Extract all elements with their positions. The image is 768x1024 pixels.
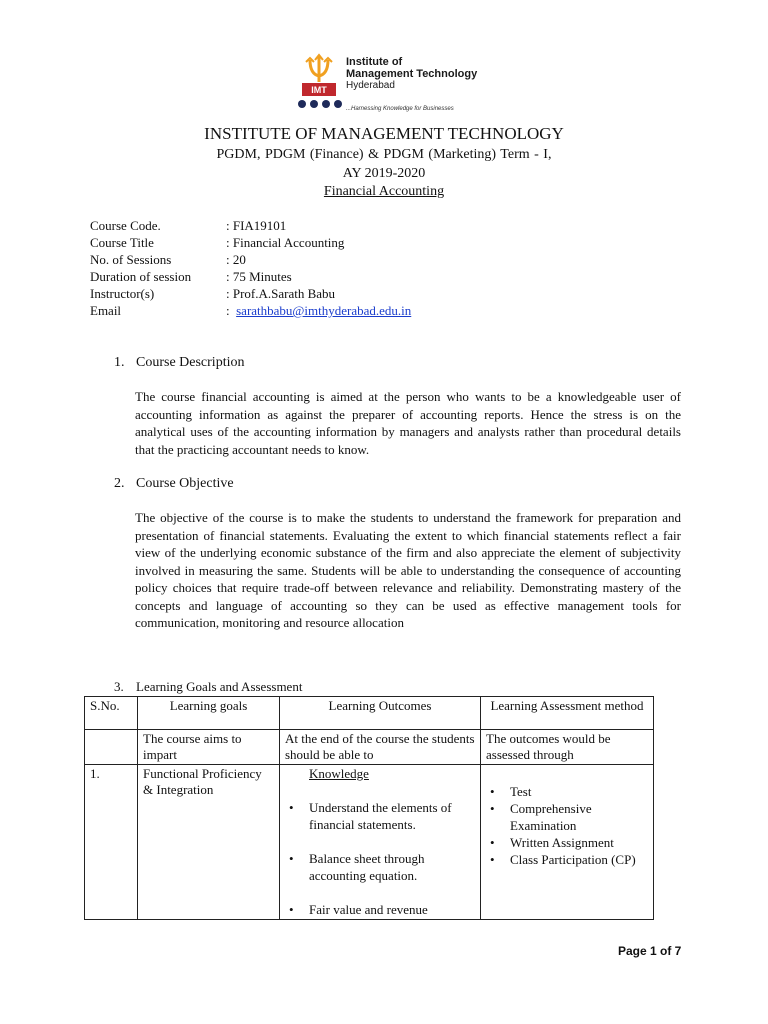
email-link[interactable]: sarathbabu@imthyderabad.edu.in bbox=[236, 303, 412, 318]
subheader-cell: At the end of the course the students should be able to bbox=[280, 730, 481, 765]
course-name: Financial Accounting bbox=[323, 184, 445, 199]
info-key: No. of Sessions bbox=[90, 252, 172, 267]
section-title-objective bbox=[114, 476, 234, 492]
email-key: Email bbox=[90, 303, 122, 318]
assessment-cell bbox=[481, 765, 654, 920]
email-value bbox=[226, 302, 411, 319]
header-cell: Learning Outcomes bbox=[280, 697, 481, 730]
section-title-learning-goals bbox=[114, 679, 302, 695]
section-title-description bbox=[114, 355, 244, 371]
logo-line3: Hyderabad bbox=[346, 80, 395, 91]
table-subheader-row bbox=[85, 730, 654, 765]
course-info bbox=[90, 217, 411, 319]
list-item: • Balance sheet through accounting equation. bbox=[309, 850, 475, 884]
info-row-email bbox=[90, 302, 411, 319]
logo-dots bbox=[298, 100, 342, 108]
info-value: : Prof.A.Sarath Babu bbox=[226, 286, 336, 301]
assessment-list bbox=[486, 783, 648, 868]
list-item: • Test bbox=[510, 783, 648, 800]
list-item: • Written Assignment bbox=[510, 834, 648, 851]
imt-logo bbox=[298, 52, 498, 114]
header-cell: Learning Assessment method bbox=[481, 697, 654, 730]
table-header-row bbox=[85, 697, 654, 730]
info-value: : FIA19101 bbox=[226, 218, 287, 233]
learning-goals-table bbox=[84, 696, 654, 920]
section-number: 2. bbox=[114, 476, 125, 491]
header-cell: S.No. bbox=[85, 697, 138, 730]
outcome-cell bbox=[280, 765, 481, 920]
info-value: : 75 Minutes bbox=[226, 269, 292, 284]
info-key: Course Title bbox=[90, 235, 154, 250]
trident-emblem-icon bbox=[298, 52, 340, 98]
section-number: 1. bbox=[114, 355, 125, 370]
page-number: Page 1 of 7 bbox=[618, 944, 682, 958]
institute-title: INSTITUTE OF MANAGEMENT TECHNOLOGY bbox=[204, 124, 564, 143]
header-cell: Learning goals bbox=[138, 697, 280, 730]
info-key: Duration of session bbox=[90, 269, 192, 284]
course-description-text: The course financial accounting is aimed at the person who wants to be a knowledgeable user of accounting information as against the preparer of accounting reports. Hence the stress is on the analytical uses of the accounting information by managers and analysts rather than procedural details that the practicing accountant needs to know. bbox=[135, 389, 681, 457]
logo-text bbox=[346, 56, 477, 92]
section-title: Course Objective bbox=[136, 476, 234, 491]
info-row bbox=[90, 285, 411, 302]
list-item: • Understand the elements of financial statements. bbox=[309, 799, 475, 833]
section-title: Learning Goals and Assessment bbox=[136, 679, 303, 694]
emblem-text: IMT bbox=[311, 85, 327, 95]
outcome-heading: Knowledge bbox=[309, 766, 369, 781]
info-row bbox=[90, 268, 411, 285]
course-objective-text: The objective of the course is to make the students to understand the framework for preparation and presentation of financial statements. Evaluating the extent to which financial statements reflect a fair view of the underlying economic substance of the firm and also appreciate the element of subjectivity involved in measuring the same. Students will be able to understanding the consequence of accounting policy choices that require trade-off between relevance and reliability. Demonstrating mastery of the concepts and language of accounting so they can be used as effective management tools for communication, monitoring and resource allocation bbox=[135, 510, 681, 630]
section-number: 3. bbox=[114, 679, 124, 694]
sno-cell: 1. bbox=[85, 765, 138, 920]
info-row bbox=[90, 234, 411, 251]
info-value: : 20 bbox=[226, 252, 246, 267]
academic-year: AY 2019-2020 bbox=[342, 166, 426, 181]
email-colon: : bbox=[226, 303, 230, 318]
info-key: Course Code. bbox=[90, 218, 161, 233]
outcome-list bbox=[285, 799, 475, 833]
list-item: • Comprehensive Examination bbox=[510, 800, 648, 834]
subheader-cell: The outcomes would be assessed through bbox=[481, 730, 654, 765]
outcome-list bbox=[285, 901, 475, 918]
logo-tagline: ...Harnessing Knowledge for Businesses bbox=[346, 106, 454, 112]
subheader-cell: The course aims to impart bbox=[138, 730, 280, 765]
list-item: • Fair value and revenue bbox=[309, 901, 475, 918]
logo-line2: Management Technology bbox=[346, 68, 478, 80]
outcome-list bbox=[285, 850, 475, 884]
table-row bbox=[85, 765, 654, 920]
section-title: Course Description bbox=[136, 355, 245, 370]
goal-cell: Functional Proficiency & Integration bbox=[138, 765, 280, 920]
program-line: PGDM, PDGM (Finance) & PDGM (Marketing) Term - I, bbox=[216, 147, 552, 162]
list-item: • Class Participation (CP) bbox=[510, 851, 648, 868]
info-key: Instructor(s) bbox=[90, 286, 155, 301]
info-row bbox=[90, 217, 411, 234]
logo-line1: Institute of bbox=[346, 56, 403, 68]
info-row bbox=[90, 251, 411, 268]
subheader-cell bbox=[85, 730, 138, 765]
info-value: : Financial Accounting bbox=[226, 235, 345, 250]
